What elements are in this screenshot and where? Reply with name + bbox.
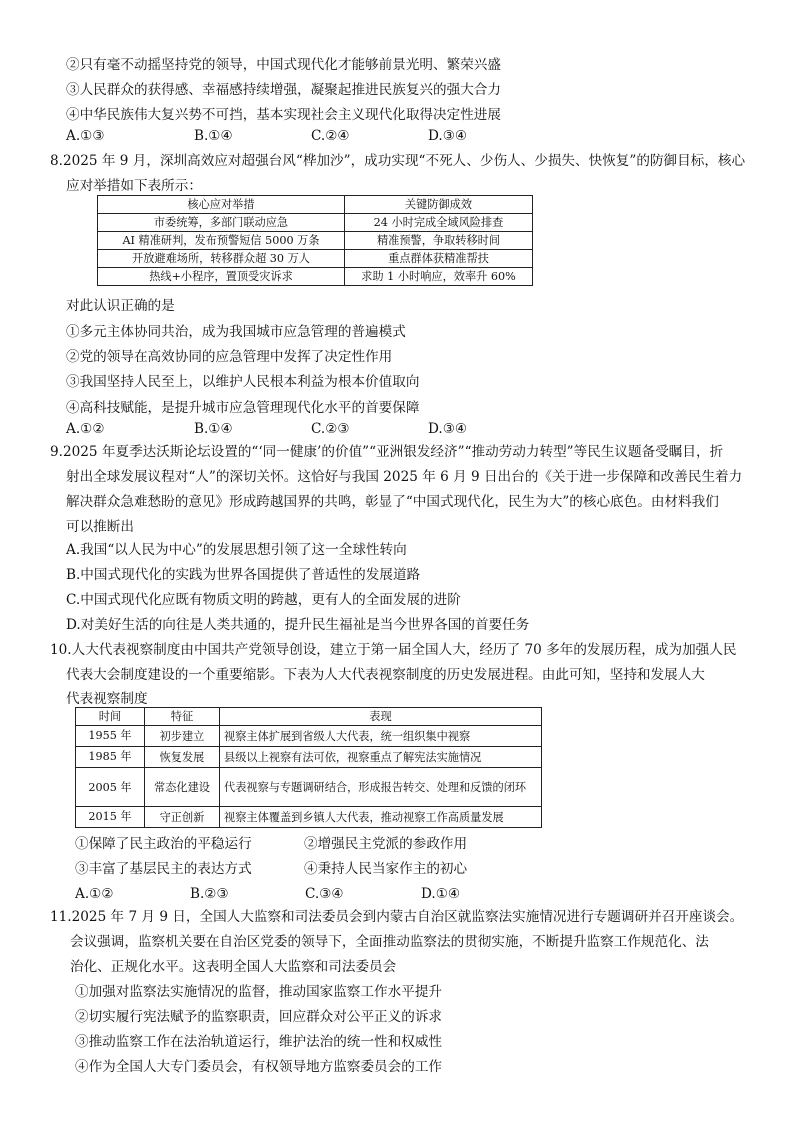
table-row — [76, 726, 542, 747]
table-cell: 代表视察与专题调研结合，形成报告转交、处理和反馈的闭环 — [220, 768, 542, 807]
q10-stem-line-1: 10.人大代表视察制度由中国共产党领导创设，建立于第一届全国人大，经历了 70 多年的发展历程，成为加强人民 — [50, 642, 737, 658]
q9-stem-line-3: 解决群众急难愁盼的意见》形成跨越国界的共鸣，彰显了“中国式现代化，民生为大”的核心底色。由材料我们 — [66, 494, 719, 510]
q7-item-2: ②只有毫不动摇坚持党的领导，中国式现代化才能够前景光明、繁荣兴盛 — [66, 57, 501, 73]
table-row — [76, 768, 542, 807]
q11-stem-line-1: 11.2025 年 7 月 9 日，全国人大监察和司法委员会到内蒙古自治区就监察法实施情况进行专题调研并召开座谈会。 — [50, 909, 744, 925]
q9-stem-line-1: 9.2025 年夏季达沃斯论坛设置的“‘同一健康’的价值”“亚洲银发经济”“推动劳动力转型”等民生议题备受瞩目，折 — [50, 444, 724, 460]
q8-stem-line-2: 应对举措如下表所示： — [66, 178, 202, 194]
q7-option-a: A.①③ — [66, 128, 105, 144]
q11-stem-line-2: 会议强调，监察机关要在自治区党委的领导下，全面推动监察法的贯彻实施，不断提升监察工作规范化、法 — [70, 934, 709, 950]
q9-stem-line-2: 射出全球发展议程对“人”的深切关怀。这恰好与我国 2025 年 6 月 9 日出台的《关于进一步保障和改善民生着力 — [66, 469, 743, 485]
q10-stem-line-2: 代表大会制度建设的一个重要缩影。下表为人大代表视察制度的历史发展进程。由此可知，坚持和发展人大 — [66, 667, 705, 683]
q11-item-2: ②切实履行宪法赋予的监察职责，回应群众对公平正义的诉求 — [75, 1009, 443, 1025]
table-cell: 1955 年 — [76, 726, 145, 747]
table-cell: 2005 年 — [76, 768, 145, 807]
q9-option-b: B.中国式现代化的实践为世界各国提供了普适性的发展道路 — [66, 567, 421, 583]
q8-item-1: ①多元主体协同共治，成为我国城市应急管理的普遍模式 — [66, 324, 406, 340]
q8-item-2: ②党的领导在高效协同的应急管理中发挥了决定性作用 — [66, 349, 393, 365]
q8-option-d: D.③④ — [428, 421, 468, 437]
table-cell: 1985 年 — [76, 747, 145, 768]
q8-option-b: B.①④ — [194, 421, 233, 437]
table-header-cell: 表现 — [220, 708, 542, 726]
q8-item-3: ③我国坚持人民至上，以维护人民根本利益为根本价值取向 — [66, 374, 420, 390]
q7-options — [66, 126, 467, 146]
q7-option-c: C.②④ — [311, 128, 350, 144]
q8-question: 对此认识正确的是 — [66, 298, 175, 314]
q10-item-2: ②增强民主党派的参政作用 — [304, 836, 468, 852]
q8-options — [66, 419, 467, 439]
q10-option-a: A.①② — [75, 886, 114, 902]
q10-option-b: B.②③ — [190, 886, 229, 902]
table-row — [76, 747, 542, 768]
table-cell: AI 精准研判，发布预警短信 5000 万条 — [98, 232, 345, 250]
table-row — [98, 214, 533, 232]
q11-item-3: ③推动监察工作在法治轨道运行，维护法治的统一性和权威性 — [75, 1034, 443, 1050]
table-cell: 恢复发展 — [145, 747, 220, 768]
q9-option-d: D.对美好生活的向往是人类共通的，提升民生福祉是当今世界各国的首要任务 — [66, 617, 530, 633]
table-cell: 县级以上视察有法可依，视察重点了解宪法实施情况 — [220, 747, 542, 768]
q8-stem-line-1: 8.2025 年 9 月，深圳高效应对超强台风“桦加沙”，成功实现“不死人、少伤人、少损失、快恢复”的防御目标，核心 — [50, 153, 746, 169]
table-header-cell: 关键防御成效 — [345, 196, 533, 214]
q8-option-c: C.②③ — [311, 421, 350, 437]
q10-item-1: ①保障了民主政治的平稳运行 — [75, 836, 252, 852]
q8-measures-table — [97, 195, 533, 286]
q11-item-1: ①加强对监察法实施情况的监督，推动国家监察工作水平提升 — [75, 984, 443, 1000]
table-cell: 热线+小程序，置顶受灾诉求 — [98, 268, 345, 286]
q7-option-d: D.③④ — [428, 128, 468, 144]
q10-option-d: D.①④ — [421, 886, 461, 902]
q10-stem-line-3: 代表视察制度 — [66, 691, 148, 707]
q8-option-a: A.①② — [66, 421, 105, 437]
table-header-row — [76, 708, 542, 726]
q10-item-3: ③丰富了基层民主的表达方式 — [75, 861, 252, 877]
q7-option-b: B.①④ — [194, 128, 233, 144]
table-row — [98, 250, 533, 268]
table-cell: 2015 年 — [76, 807, 145, 828]
q8-item-4: ④高科技赋能，是提升城市应急管理现代化水平的首要保障 — [66, 400, 420, 416]
table-row — [98, 232, 533, 250]
table-cell: 视察主体扩展到省级人大代表，统一组织集中视察 — [220, 726, 542, 747]
table-header-cell: 特征 — [145, 708, 220, 726]
q7-item-3: ③人民群众的获得感、幸福感持续增强，凝聚起推进民族复兴的强大合力 — [66, 82, 501, 98]
table-row — [98, 268, 533, 286]
q11-stem-line-3: 治化、正规化水平。这表明全国人大监察和司法委员会 — [70, 959, 397, 975]
table-cell: 24 小时完成全域风险排查 — [345, 214, 533, 232]
q9-option-a: A.我国“以人民为中心”的发展思想引领了这一全球性转向 — [66, 542, 407, 558]
q10-options — [75, 884, 460, 904]
table-row — [76, 807, 542, 828]
q11-item-4: ④作为全国人大专门委员会，有权领导地方监察委员会的工作 — [75, 1059, 443, 1075]
q10-inspection-table — [75, 707, 542, 828]
table-header-row — [98, 196, 533, 214]
table-cell: 常态化建设 — [145, 768, 220, 807]
table-header-cell: 时间 — [76, 708, 145, 726]
table-cell: 求助 1 小时响应，效率升 60% — [345, 268, 533, 286]
table-cell: 开放避难场所，转移群众超 30 万人 — [98, 250, 345, 268]
table-cell: 视察主体覆盖到乡镇人大代表，推动视察工作高质量发展 — [220, 807, 542, 828]
q7-item-4: ④中华民族伟大复兴势不可挡，基本实现社会主义现代化取得决定性进展 — [66, 107, 501, 123]
q9-option-c: C.中国式现代化应既有物质文明的跨越，更有人的全面发展的进阶 — [66, 592, 461, 608]
q10-item-4: ④秉持人民当家作主的初心 — [304, 861, 468, 877]
table-cell: 市委统筹，多部门联动应急 — [98, 214, 345, 232]
table-cell: 重点群体获精准帮扶 — [345, 250, 533, 268]
table-cell: 守正创新 — [145, 807, 220, 828]
table-cell: 精准预警，争取转移时间 — [345, 232, 533, 250]
table-cell: 初步建立 — [145, 726, 220, 747]
q10-option-c: C.③④ — [305, 886, 344, 902]
table-header-cell: 核心应对举措 — [98, 196, 345, 214]
q9-stem-line-4: 可以推断出 — [66, 519, 134, 535]
